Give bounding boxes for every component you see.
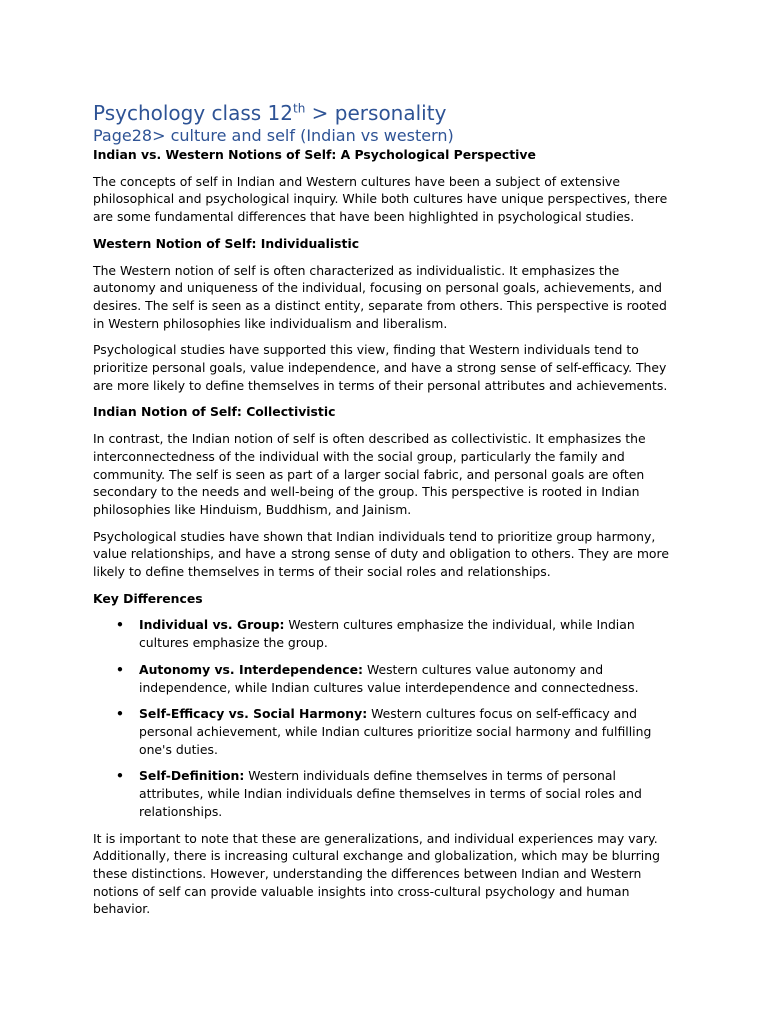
document-body <box>93 100 681 927</box>
difference-text: Western cultures value autonomy and independence, while Indian cultures value interdependence and connectedness. <box>139 661 639 695</box>
indian-heading: Indian Notion of Self: Collectivistic <box>93 404 336 420</box>
western-heading: Western Notion of Self: Individualistic <box>93 235 360 251</box>
bullet-icon: • <box>116 768 124 784</box>
western-paragraph-2: Psychological studies have supported this view, finding that Western individuals tend to prioritize personal goals, value independence, and have a strong sense of self-efficacy. They are more likely to define themselves in terms of their personal attributes and achievements. <box>93 342 668 393</box>
intro-paragraph: The concepts of self in Indian and Western cultures have been a subject of extensive philosophical and psychological inquiry. While both cultures have unique perspectives, there are some fundamental differences that have been highlighted in psychological studies. <box>93 173 668 225</box>
differences-list <box>93 616 681 820</box>
page-subtitle: Page28> culture and self (Indian vs western) <box>93 126 454 145</box>
title-prefix: Psychology class 12 <box>93 101 294 125</box>
difference-term: Autonomy vs. Interdependence: <box>139 661 363 677</box>
difference-term: Self-Definition: <box>139 768 245 784</box>
list-item <box>116 767 681 820</box>
bullet-icon: • <box>116 617 124 633</box>
bullet-icon: • <box>116 706 124 722</box>
page-title <box>93 100 681 126</box>
indian-paragraph-2: Psychological studies have shown that Indian individuals tend to prioritize group harmony, value relationships, and have a strong sense of duty and obligation to others. They are more likely to define themselves in terms of their social roles and relationships. <box>93 528 669 580</box>
title-superscript: th <box>293 101 306 116</box>
difference-term: Individual vs. Group: <box>139 617 285 633</box>
difference-text: Western cultures emphasize the individual, while Indian cultures emphasize the group. <box>139 617 635 651</box>
article-heading: Indian vs. Western Notions of Self: A Psychological Perspective <box>93 147 536 162</box>
difference-text: Western individuals define themselves in terms of personal attributes, while Indian individuals define themselves in terms of social roles and relationships. <box>139 768 642 819</box>
list-item <box>116 661 681 696</box>
difference-text: Western cultures focus on self-efficacy and personal achievement, while Indian cultures prioritize social harmony and fulfilling one's duties. <box>139 706 652 757</box>
bullet-icon: • <box>116 661 124 677</box>
indian-paragraph-1: In contrast, the Indian notion of self is often described as collectivistic. It emphasizes the interconnectedness of the individual with the social group, particularly the family and community. The self is seen as part of a larger social fabric, and personal goals are often secondary to the needs and well-being of the group. This perspective is rooted in Indian philosophies like Hinduism, Buddhism, and Jainism. <box>93 431 646 517</box>
conclusion-paragraph: It is important to note that these are generalizations, and individual experiences may vary. Additionally, there is increasing cultural exchange and globalization, which may be blurring these distinctions. However, understanding the differences between Indian and Western notions of self can provide valuable insights into cross-cultural psychology and human behavior. <box>93 830 660 917</box>
western-paragraph-1: The Western notion of self is often characterized as individualistic. It emphasizes the autonomy and uniqueness of the individual, focusing on personal goals, achievements, and desires. The self is seen as a distinct entity, separate from others. This perspective is rooted in Western philosophies like individualism and liberalism. <box>93 262 667 331</box>
difference-term: Self-Efficacy vs. Social Harmony: <box>139 706 368 722</box>
list-item <box>116 705 681 758</box>
list-item <box>116 616 681 651</box>
key-differences-heading: Key Differences <box>93 590 203 606</box>
title-suffix: > personality <box>305 101 447 125</box>
